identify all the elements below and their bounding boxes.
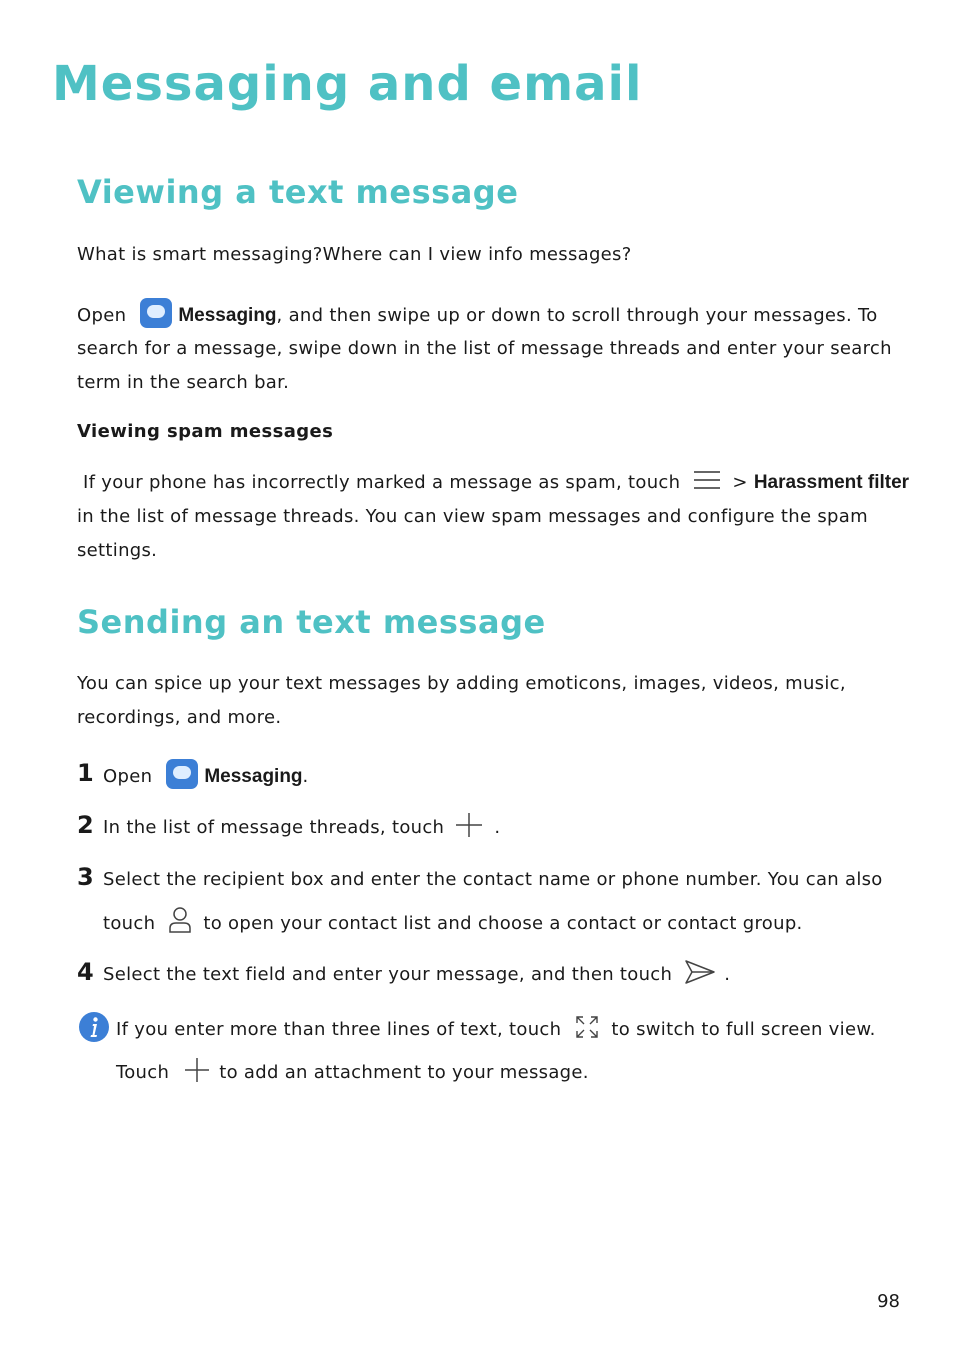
menu-icon [692, 469, 722, 491]
step-2-text [103, 811, 500, 845]
spam-separator: > [732, 472, 748, 493]
note-line1 [116, 1013, 876, 1047]
spam-line2: in the list of message threads. You can view spam messages and configure the spam [77, 506, 868, 527]
step-1-text [103, 759, 309, 794]
messaging-app-name: Messaging [178, 305, 277, 326]
viewing-open-line1 [77, 298, 878, 333]
section-heading-sending: Sending an text message [77, 603, 546, 641]
harassment-filter-label: Harassment filter [753, 472, 910, 493]
sending-intro-line1: You can spice up your text messages by adding emoticons, images, videos, music, [77, 673, 846, 694]
step-number-4: 4 [77, 958, 94, 986]
messaging-app-icon [166, 759, 198, 789]
note-touch: Touch [116, 1062, 170, 1083]
send-icon [684, 959, 716, 985]
plus-icon [183, 1056, 211, 1084]
viewing-open-line2: search for a message, swipe down in the list of message threads and enter your search [77, 338, 892, 359]
step-4-before: Select the text field and enter your message, and then touch [103, 964, 673, 985]
spam-heading: Viewing spam messages [77, 421, 334, 442]
step-number-2: 2 [77, 811, 94, 839]
contact-icon [167, 906, 193, 934]
step-3-touch: touch [103, 913, 156, 934]
step-2-before: In the list of message threads, touch [103, 817, 445, 838]
note-before: If you enter more than three lines of text, touch [116, 1019, 562, 1040]
viewing-open-line3: term in the search bar. [77, 372, 290, 393]
step-1-app-name: Messaging [204, 766, 303, 787]
step-1-open: Open [103, 766, 153, 787]
viewing-intro: What is smart messaging?Where can I view info messages? [77, 244, 632, 265]
page-title: Messaging and email [52, 56, 643, 112]
fullscreen-icon [575, 1015, 599, 1039]
note-line2-after: to add an attachment to your message. [219, 1062, 589, 1083]
spam-text: If your phone has incorrectly marked a message as spam, touch [83, 472, 681, 493]
step-1-period: . [302, 766, 309, 787]
step-3-line1: Select the recipient box and enter the contact name or phone number. You can also [103, 869, 883, 890]
plus-icon [454, 811, 484, 839]
step-3-after: to open your contact list and choose a contact or contact group. [203, 913, 803, 934]
step-number-1: 1 [77, 759, 94, 787]
messaging-app-icon [140, 298, 172, 328]
note-after: to switch to full screen view. [611, 1019, 876, 1040]
open-line1-rest: , and then swipe up or down to scroll through your messages. To [276, 305, 878, 326]
step-4-period: . [724, 964, 731, 985]
step-4-text [103, 958, 730, 992]
sending-intro-line2: recordings, and more. [77, 707, 282, 728]
spam-line1 [83, 466, 909, 500]
info-icon [78, 1011, 110, 1043]
step-number-3: 3 [77, 863, 94, 891]
step-2-period: . [494, 817, 501, 838]
open-word: Open [77, 305, 127, 326]
spam-line3: settings. [77, 540, 158, 561]
section-heading-viewing: Viewing a text message [77, 173, 519, 211]
note-line2 [116, 1056, 589, 1090]
step-3-line2 [103, 906, 803, 941]
page-number: 98 [877, 1291, 900, 1312]
